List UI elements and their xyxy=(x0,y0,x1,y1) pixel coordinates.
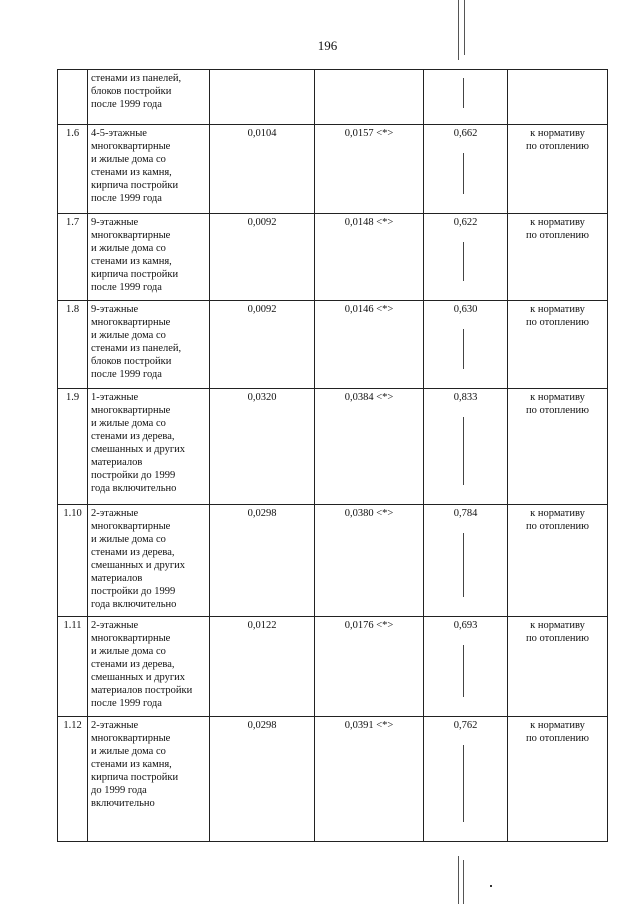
row-number: 1.11 xyxy=(58,617,88,717)
description-line: стенами из камня, xyxy=(91,256,172,267)
value-3: 0,693 xyxy=(424,617,508,717)
scan-stroke xyxy=(463,645,464,697)
row-description xyxy=(88,505,210,617)
value-2: 0,0157 <*> xyxy=(315,125,424,214)
value-2: 0,0384 <*> xyxy=(315,389,424,505)
scan-dot xyxy=(490,885,492,887)
value-1: 0,0092 xyxy=(210,301,315,389)
description-line: многоквартирные xyxy=(91,521,171,532)
description-line: стенами из дерева, xyxy=(91,431,175,442)
description-line: и жилые дома со xyxy=(91,243,166,254)
note-line: по отоплению xyxy=(526,633,589,644)
row-note xyxy=(508,617,608,717)
description-line: 4-5-этажные xyxy=(91,128,147,139)
description-line: постройки до 1999 xyxy=(91,586,176,597)
description-line: кирпича постройки xyxy=(91,772,179,783)
description-line: смешанных и других xyxy=(91,560,186,571)
description-line: 2-этажные xyxy=(91,508,139,519)
row-note xyxy=(508,214,608,301)
scan-stroke xyxy=(463,242,464,281)
value-2: 0,0176 <*> xyxy=(315,617,424,717)
description-line: стенами из дерева, xyxy=(91,547,175,558)
description-line: многоквартирные xyxy=(91,733,171,744)
note-line: к нормативу xyxy=(530,304,585,315)
description-line: многоквартирные xyxy=(91,405,171,416)
row-note xyxy=(508,389,608,505)
value-3: 0,784 xyxy=(424,505,508,617)
value-1: 0,0122 xyxy=(210,617,315,717)
row-number: 1.10 xyxy=(58,505,88,617)
note-line: по отоплению xyxy=(526,141,589,152)
value-1: 0,0320 xyxy=(210,389,315,505)
description-line: и жилые дома со xyxy=(91,534,166,545)
value-3: 0,762 xyxy=(424,717,508,842)
note-line: к нормативу xyxy=(530,508,585,519)
description-line: после 1999 года xyxy=(91,193,162,204)
note-line: по отоплению xyxy=(526,405,589,416)
note-line: по отоплению xyxy=(526,521,589,532)
description-line: и жилые дома со xyxy=(91,418,166,429)
description-line: блоков постройки xyxy=(91,86,172,97)
row-description xyxy=(88,717,210,842)
description-line: материалов xyxy=(91,573,143,584)
row-note xyxy=(508,717,608,842)
page-number: 196 xyxy=(317,38,338,53)
description-line: и жилые дома со xyxy=(91,154,166,165)
value-2: 0,0148 <*> xyxy=(315,214,424,301)
row-number xyxy=(58,70,88,125)
value-2: 0,0391 <*> xyxy=(315,717,424,842)
value-2: 0,0380 <*> xyxy=(315,505,424,617)
row-number: 1.7 xyxy=(58,214,88,301)
value-1 xyxy=(210,70,315,125)
table-row xyxy=(58,301,608,389)
description-line: многоквартирные xyxy=(91,230,171,241)
description-line: после 1999 года xyxy=(91,698,162,709)
row-note xyxy=(508,70,608,125)
description-line: и жилые дома со xyxy=(91,746,166,757)
description-line: стенами из дерева, xyxy=(91,659,175,670)
description-line: 9-этажные xyxy=(91,304,139,315)
scan-mark xyxy=(463,860,464,904)
description-line: после 1999 года xyxy=(91,282,162,293)
scan-mark xyxy=(458,0,459,60)
description-line: после 1999 года xyxy=(91,99,162,110)
note-line: к нормативу xyxy=(530,620,585,631)
description-line: смешанных и других xyxy=(91,672,186,683)
description-line: 2-этажные xyxy=(91,720,139,731)
table-row xyxy=(58,505,608,617)
description-line: после 1999 года xyxy=(91,369,162,380)
table-row xyxy=(58,717,608,842)
scan-stroke xyxy=(463,417,464,485)
description-line: 2-этажные xyxy=(91,620,139,631)
description-line: смешанных и других xyxy=(91,444,186,455)
note-line: по отоплению xyxy=(526,733,589,744)
note-line: к нормативу xyxy=(530,392,585,403)
row-description xyxy=(88,301,210,389)
description-line: кирпича постройки xyxy=(91,180,179,191)
row-description xyxy=(88,214,210,301)
scan-mark xyxy=(464,0,465,55)
value-2: 0,0146 <*> xyxy=(315,301,424,389)
table-row xyxy=(58,617,608,717)
row-description xyxy=(88,70,210,125)
value-3: 0,630 xyxy=(424,301,508,389)
row-number: 1.8 xyxy=(58,301,88,389)
note-line: по отоплению xyxy=(526,317,589,328)
table-row xyxy=(58,125,608,214)
description-line: стенами из панелей, xyxy=(91,343,182,354)
scan-stroke xyxy=(463,78,464,108)
note-line: к нормативу xyxy=(530,720,585,731)
value-1: 0,0092 xyxy=(210,214,315,301)
value-1: 0,0298 xyxy=(210,717,315,842)
scan-stroke xyxy=(463,533,464,597)
value-1: 0,0298 xyxy=(210,505,315,617)
scan-stroke xyxy=(463,153,464,194)
scan-stroke xyxy=(463,329,464,369)
description-line: включительно xyxy=(91,798,155,809)
note-line: по отоплению xyxy=(526,230,589,241)
description-line: постройки до 1999 xyxy=(91,470,176,481)
description-line: многоквартирные xyxy=(91,141,171,152)
value-3: 0,833 xyxy=(424,389,508,505)
description-line: 9-этажные xyxy=(91,217,139,228)
table-row xyxy=(58,389,608,505)
note-line: к нормативу xyxy=(530,217,585,228)
description-line: до 1999 года xyxy=(91,785,147,796)
row-note xyxy=(508,301,608,389)
description-line: года включительно xyxy=(91,483,177,494)
row-description xyxy=(88,617,210,717)
row-description xyxy=(88,125,210,214)
description-line: 1-этажные xyxy=(91,392,139,403)
value-2 xyxy=(315,70,424,125)
value-1: 0,0104 xyxy=(210,125,315,214)
scan-mark xyxy=(458,856,459,904)
description-line: кирпича постройки xyxy=(91,269,179,280)
row-note xyxy=(508,505,608,617)
row-note xyxy=(508,125,608,214)
value-3: 0,662 xyxy=(424,125,508,214)
description-line: года включительно xyxy=(91,599,177,610)
row-number: 1.6 xyxy=(58,125,88,214)
table-row xyxy=(58,214,608,301)
row-description xyxy=(88,389,210,505)
description-line: многоквартирные xyxy=(91,633,171,644)
table-body xyxy=(58,70,608,842)
norms-table xyxy=(57,69,608,842)
description-line: блоков постройки xyxy=(91,356,172,367)
description-line: стенами из панелей, xyxy=(91,73,182,84)
description-line: стенами из камня, xyxy=(91,759,172,770)
description-line: материалов xyxy=(91,457,143,468)
value-3: 0,622 xyxy=(424,214,508,301)
note-line: к нормативу xyxy=(530,128,585,139)
table-row xyxy=(58,70,608,125)
description-line: материалов постройки xyxy=(91,685,193,696)
row-number: 1.9 xyxy=(58,389,88,505)
value-3 xyxy=(424,70,508,125)
description-line: и жилые дома со xyxy=(91,330,166,341)
description-line: и жилые дома со xyxy=(91,646,166,657)
description-line: стенами из камня, xyxy=(91,167,172,178)
description-line: многоквартирные xyxy=(91,317,171,328)
scan-stroke xyxy=(463,745,464,822)
row-number: 1.12 xyxy=(58,717,88,842)
